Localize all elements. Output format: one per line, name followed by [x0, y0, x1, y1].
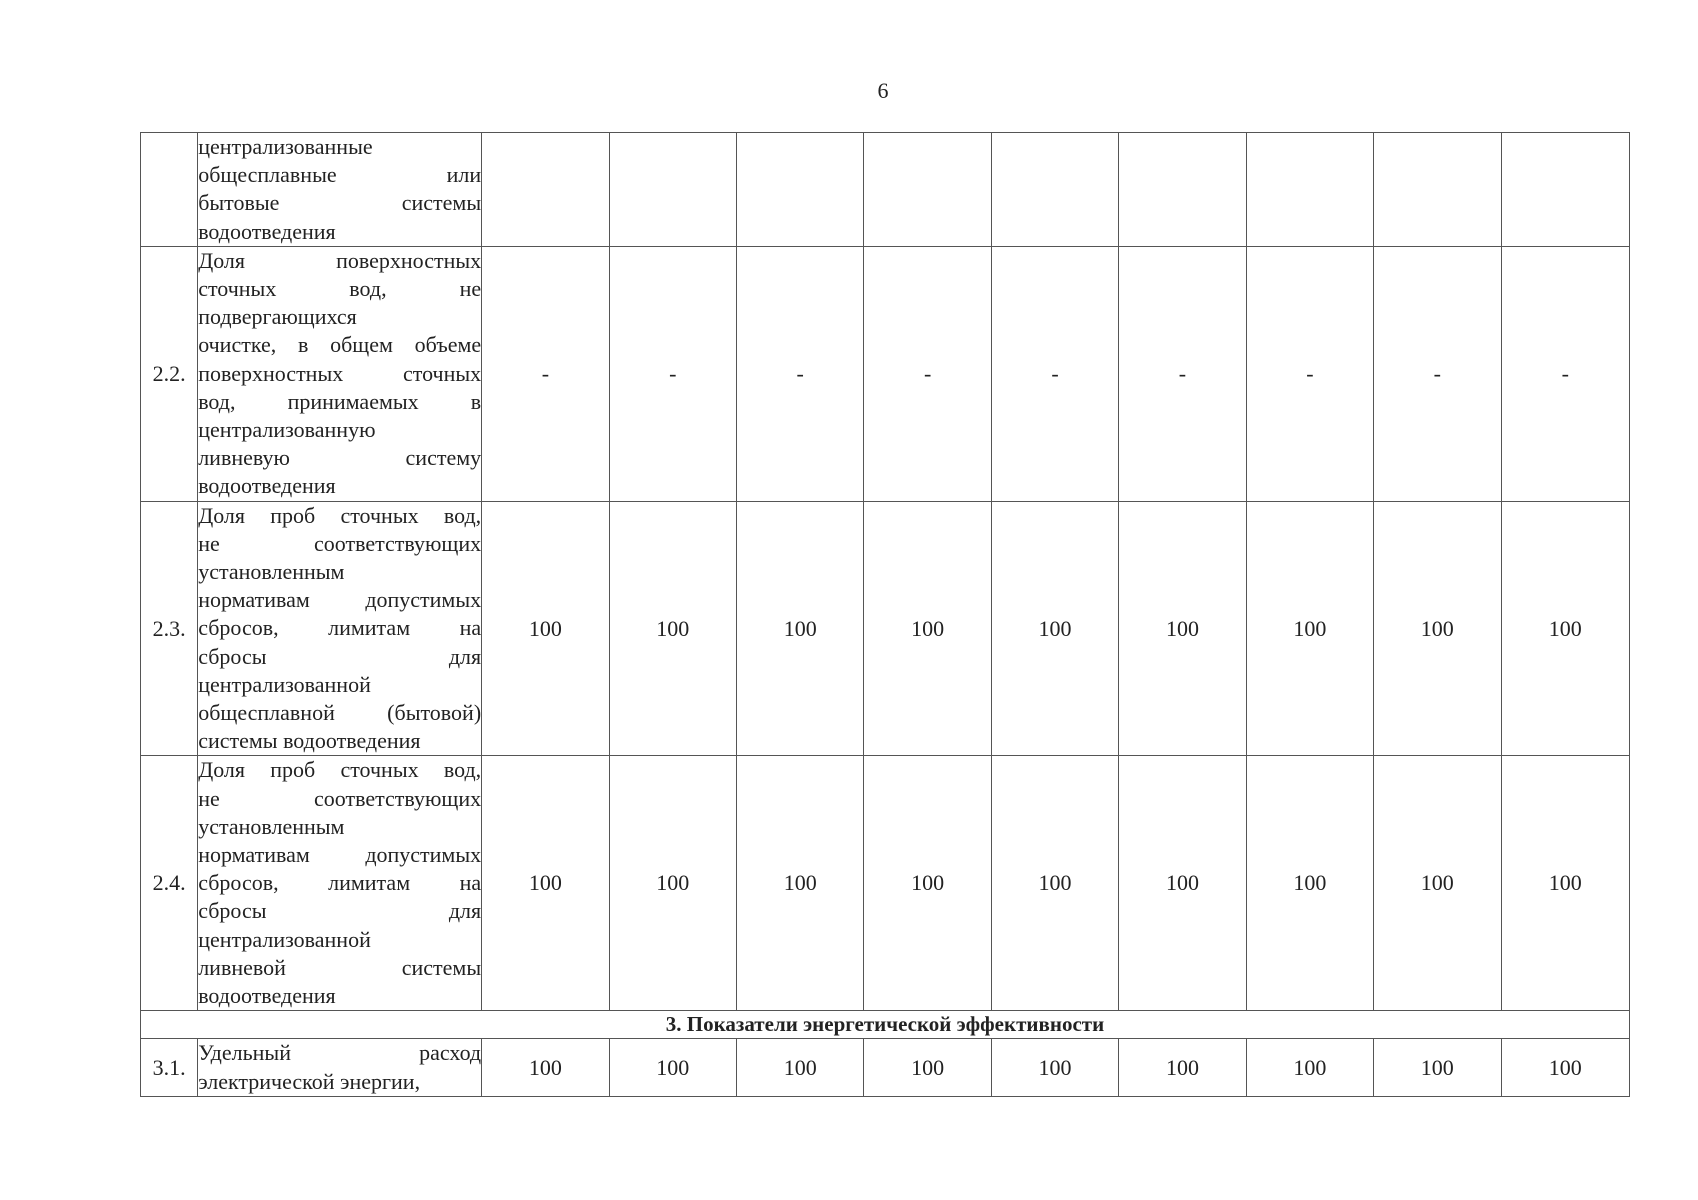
value-cell [991, 133, 1118, 247]
row-number: 3.1. [141, 1039, 198, 1096]
value-cell: 100 [1374, 501, 1501, 756]
description-line: нормативам допустимых [198, 587, 482, 613]
value-cell [1119, 133, 1246, 247]
table-row [141, 133, 1630, 247]
description-line: централизованной [198, 671, 371, 697]
value-cell: 100 [864, 1039, 991, 1096]
value-cell: - [1501, 246, 1629, 501]
description-line: водоотведения [198, 473, 336, 499]
table-row [141, 501, 1630, 756]
description-line: Доля проб сточных вод, [198, 502, 482, 528]
description-line: поверхностных сточных [198, 360, 482, 386]
value-cell [736, 133, 863, 247]
description-line: сбросов, лимитам на [198, 870, 482, 896]
value-cell [864, 133, 991, 247]
description-line: не соответствующих [198, 785, 482, 811]
value-cell [1246, 133, 1373, 247]
value-cell: 100 [1374, 1039, 1501, 1096]
value-cell: 100 [609, 501, 736, 756]
value-cell: 100 [736, 756, 863, 1011]
value-cell: 100 [864, 756, 991, 1011]
value-cell: 100 [991, 756, 1118, 1011]
value-cell: 100 [482, 1039, 609, 1096]
value-cell: - [991, 246, 1118, 501]
value-cell: 100 [609, 1039, 736, 1096]
description-line: электрической энергии, [198, 1068, 421, 1094]
description-line: общесплавные или [198, 162, 482, 188]
value-cell [1374, 133, 1501, 247]
value-cell: 100 [1501, 1039, 1629, 1096]
indicator-description [198, 133, 482, 247]
description-line: сбросы для [198, 643, 482, 669]
description-line: ливневую систему [198, 445, 482, 471]
description-line: централизованные [198, 134, 373, 159]
value-cell: - [1119, 246, 1246, 501]
table-row [141, 756, 1630, 1011]
indicator-description [198, 756, 482, 1011]
description-line: Доля проб сточных вод, [198, 757, 482, 783]
description-line: установленным [198, 559, 345, 585]
indicator-description [198, 1039, 482, 1096]
description-line: Удельный расход [198, 1040, 482, 1066]
description-line: водоотведения [198, 218, 336, 244]
description-line: бытовые системы [198, 190, 482, 216]
indicator-description [198, 501, 482, 756]
row-number [141, 133, 198, 247]
description-line: вод, принимаемых в [198, 388, 482, 414]
page-number: 6 [877, 78, 889, 103]
value-cell: 100 [864, 501, 991, 756]
description-line: системы водоотведения [198, 728, 421, 754]
section-header-row [141, 1011, 1630, 1039]
description-line: подвергающихся [198, 304, 357, 330]
value-cell: 100 [1119, 756, 1246, 1011]
value-cell [1501, 133, 1629, 247]
value-cell: 100 [736, 1039, 863, 1096]
description-line: сточных вод, не [198, 276, 482, 302]
value-cell: 100 [1246, 501, 1373, 756]
description-line: установленным [198, 813, 345, 839]
value-cell: 100 [1501, 756, 1629, 1011]
table-row [141, 246, 1630, 501]
description-line: не соответствующих [198, 530, 482, 556]
description-line: сбросов, лимитам на [198, 615, 482, 641]
table-row [141, 1039, 1630, 1096]
value-cell: 100 [609, 756, 736, 1011]
description-line: общесплавной (бытовой) [198, 700, 482, 726]
value-cell: 100 [1246, 1039, 1373, 1096]
value-cell: 100 [736, 501, 863, 756]
value-cell: 100 [1119, 501, 1246, 756]
value-cell: 100 [482, 501, 609, 756]
value-cell: 100 [1119, 1039, 1246, 1096]
section-title: 3. Показатели энергетической эффективности [141, 1011, 1630, 1039]
indicator-description [198, 246, 482, 501]
value-cell [482, 133, 609, 247]
value-cell: - [482, 246, 609, 501]
value-cell: 100 [1501, 501, 1629, 756]
description-line: сбросы для [198, 898, 482, 924]
value-cell: 100 [1246, 756, 1373, 1011]
row-number: 2.2. [141, 246, 198, 501]
indicators-table [140, 132, 1630, 1097]
row-number: 2.4. [141, 756, 198, 1011]
value-cell: 100 [1374, 756, 1501, 1011]
description-line: нормативам допустимых [198, 842, 482, 868]
value-cell: - [736, 246, 863, 501]
description-line: централизованную [198, 417, 376, 443]
description-line: Доля поверхностных [198, 247, 482, 273]
value-cell: - [1374, 246, 1501, 501]
value-cell [609, 133, 736, 247]
value-cell: 100 [991, 1039, 1118, 1096]
description-line: водоотведения [198, 983, 336, 1009]
value-cell: - [1246, 246, 1373, 501]
row-number: 2.3. [141, 501, 198, 756]
value-cell: - [609, 246, 736, 501]
description-line: ливневой системы [198, 954, 482, 980]
description-line: централизованной [198, 926, 371, 952]
value-cell: 100 [991, 501, 1118, 756]
value-cell: 100 [482, 756, 609, 1011]
value-cell: - [864, 246, 991, 501]
description-line: очистке, в общем объеме [198, 332, 482, 358]
